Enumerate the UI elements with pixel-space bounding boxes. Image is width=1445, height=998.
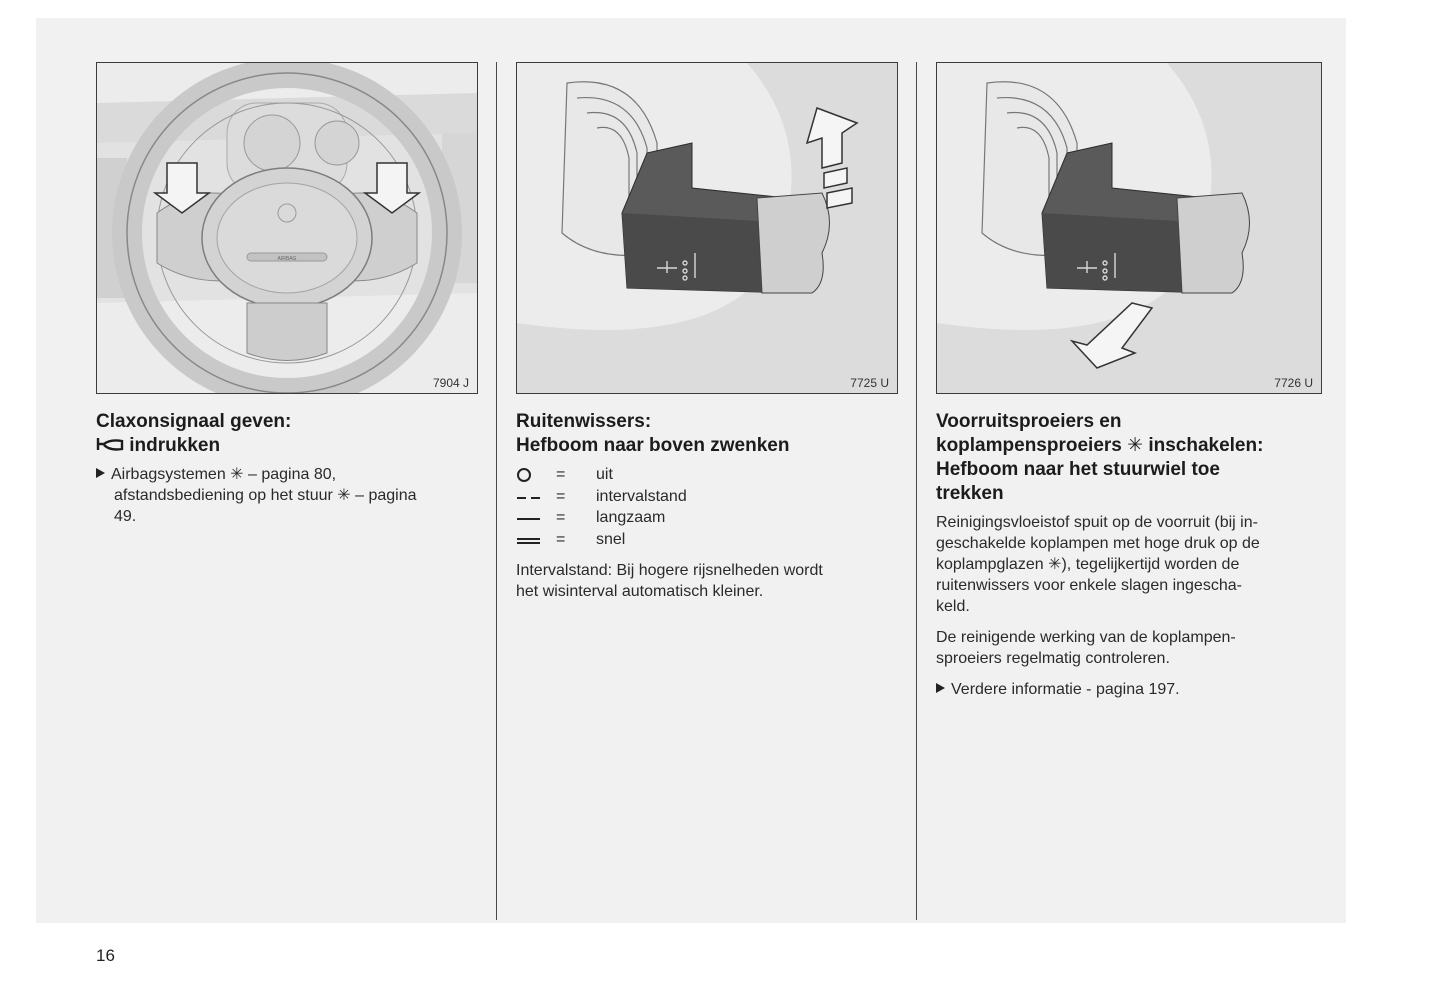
circle-symbol-icon bbox=[516, 464, 546, 485]
bullet-line: afstandsbediening op het stuur ✳ – pagina bbox=[114, 487, 417, 504]
bullet-line: Verdere informatie - pagina 197. bbox=[951, 681, 1180, 698]
wipers-note bbox=[516, 560, 901, 602]
para-line: De reinigende werking van de koplampen- bbox=[936, 629, 1236, 646]
legend-row bbox=[516, 507, 901, 529]
horn-title-line2: indrukken bbox=[129, 435, 221, 456]
wipers-title-line1: Ruitenwissers: bbox=[516, 411, 652, 432]
wipers-title-line2: Hefboom naar boven zwenken bbox=[516, 435, 790, 456]
bullet-arrow-icon bbox=[96, 468, 105, 478]
bullet-line: 49. bbox=[114, 508, 137, 525]
horn-title bbox=[96, 410, 481, 458]
legend-eq: = bbox=[556, 530, 566, 548]
washers-paragraph-1 bbox=[936, 512, 1321, 617]
note-line: het wisinterval automatisch kleiner. bbox=[516, 583, 764, 600]
washers-title-line: trekken bbox=[936, 483, 1004, 504]
legend-row bbox=[516, 464, 901, 486]
legend-eq: = bbox=[556, 466, 566, 483]
section-washers bbox=[936, 410, 1321, 700]
wiper-legend bbox=[516, 464, 901, 550]
page-number: 16 bbox=[96, 946, 115, 965]
washers-title-line: Voorruitsproeiers en bbox=[936, 411, 1122, 432]
legend-eq: = bbox=[556, 509, 566, 526]
section-wipers bbox=[516, 410, 901, 602]
double-line-icon bbox=[516, 529, 546, 550]
horn-bullet bbox=[96, 464, 481, 527]
legend-row bbox=[516, 529, 901, 551]
washers-paragraph-2 bbox=[936, 627, 1321, 669]
washers-title-line: koplampensproeiers ✳ inschakelen: bbox=[936, 435, 1264, 456]
para-line: sproeiers regelmatig controleren. bbox=[936, 650, 1170, 667]
note-line: Intervalstand: Bij hogere rijsnelheden wordt bbox=[516, 562, 823, 579]
para-line: Reinigingsvloeistof spuit op de voorruit (bij in- bbox=[936, 514, 1258, 531]
figure-label: 7726 U bbox=[1274, 376, 1313, 390]
column-divider-2 bbox=[916, 62, 917, 920]
dashed-line-icon bbox=[516, 486, 546, 507]
figure-wiper-lever-up bbox=[516, 62, 898, 394]
single-line-icon bbox=[516, 507, 546, 528]
para-line: koplampglazen ✳), tegelijkertijd worden de bbox=[936, 556, 1240, 573]
figure-label: 7725 U bbox=[850, 376, 889, 390]
para-line: ruitenwissers voor enkele slagen ingescha- bbox=[936, 577, 1242, 594]
legend-text: langzaam bbox=[596, 509, 666, 526]
washer-lever-icon bbox=[937, 63, 1321, 393]
legend-text: uit bbox=[596, 466, 613, 483]
washers-bullet bbox=[936, 679, 1321, 700]
figure-wiper-lever-pull bbox=[936, 62, 1322, 394]
horn-title-line1: Claxonsignaal geven: bbox=[96, 411, 292, 432]
section-horn bbox=[96, 410, 481, 527]
washers-title bbox=[936, 410, 1321, 506]
washers-title-line: Hefboom naar het stuurwiel toe bbox=[936, 459, 1220, 480]
steering-wheel-icon bbox=[97, 63, 477, 393]
para-line: geschakelde koplampen met hoge druk op de bbox=[936, 535, 1260, 552]
para-line: keld. bbox=[936, 598, 970, 615]
wiper-lever-icon bbox=[517, 63, 897, 393]
airbag-label: AIRBAG bbox=[277, 256, 297, 262]
figure-steering-wheel bbox=[96, 62, 478, 394]
bullet-line: Airbagsystemen ✳ – pagina 80, bbox=[111, 466, 337, 483]
legend-text: snel bbox=[596, 530, 626, 548]
column-divider-1 bbox=[496, 62, 497, 920]
wipers-title bbox=[516, 410, 901, 458]
bullet-arrow-icon bbox=[936, 683, 945, 693]
legend-row bbox=[516, 486, 901, 508]
legend-text: intervalstand bbox=[596, 487, 687, 505]
figure-label: 7904 J bbox=[432, 376, 469, 390]
horn-icon bbox=[96, 435, 124, 453]
legend-eq: = bbox=[556, 487, 566, 505]
